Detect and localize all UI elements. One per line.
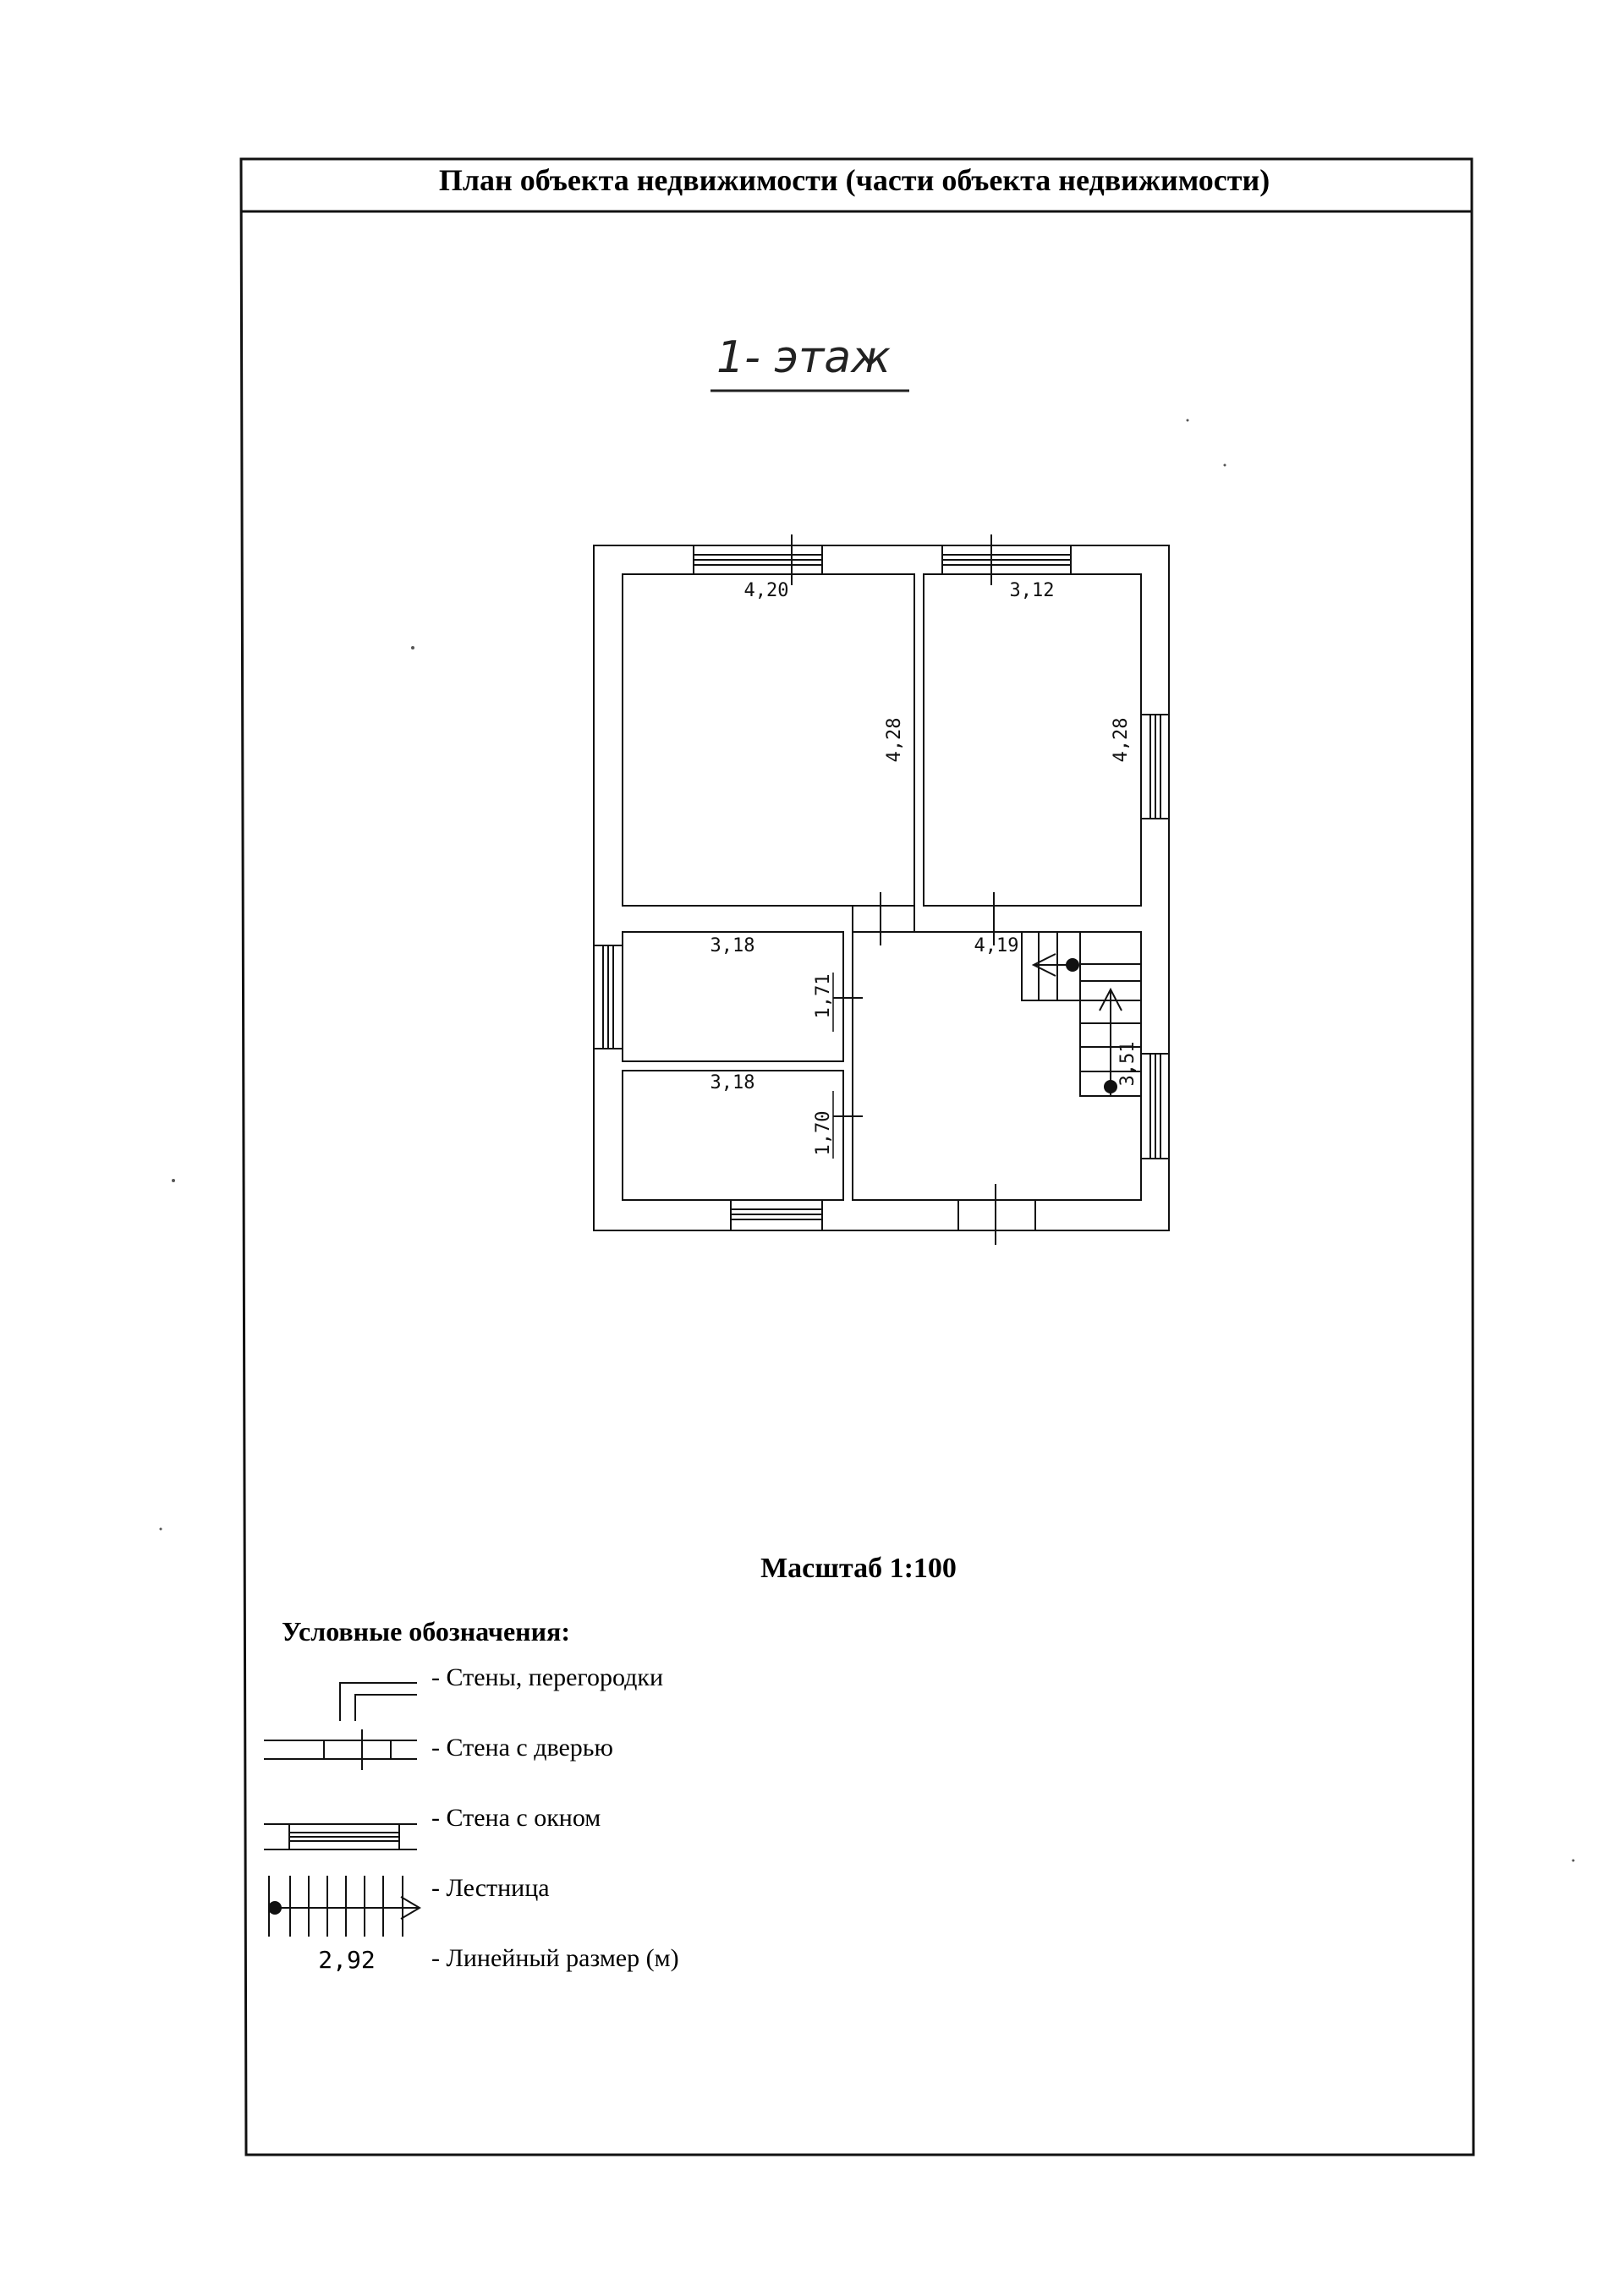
- window-right-lower: [1141, 1054, 1169, 1159]
- dim-room-d-height: 1,70: [813, 1110, 834, 1156]
- dim-room-c-height: 1,71: [813, 973, 834, 1019]
- window-left: [594, 945, 623, 1049]
- wall-symbol: [340, 1683, 417, 1721]
- floor-plan: [594, 534, 1169, 1245]
- dim-room-d-width: 3,18: [710, 1072, 755, 1093]
- room-b: [924, 574, 1141, 906]
- legend: [264, 1616, 679, 1974]
- page-frame: [241, 159, 1473, 2155]
- legend-item-door: - Стена с дверью: [431, 1734, 613, 1762]
- door-hall-to-room-a: [853, 892, 914, 945]
- window-bottom: [731, 1200, 822, 1230]
- room-a: [623, 574, 914, 906]
- legend-item-dimension: - Линейный размер (м): [431, 1944, 679, 1972]
- window-top-left: [694, 534, 822, 585]
- dim-room-a-width: 4,20: [743, 580, 789, 601]
- legend-item-stairs: - Лестница: [431, 1874, 550, 1902]
- stairs-symbol: [268, 1876, 420, 1937]
- entrance-door: [958, 1184, 1035, 1245]
- door-symbol: [264, 1729, 417, 1770]
- legend-item-wall: - Стены, перегородки: [431, 1663, 664, 1691]
- scale-label: Масштаб 1:100: [760, 1553, 957, 1584]
- dim-room-b-height: 4,28: [1111, 717, 1132, 763]
- dim-hall-width: 4,19: [974, 935, 1019, 956]
- dim-room-b-width: 3,12: [1009, 580, 1055, 601]
- floor-label-text: 1- этаж: [716, 332, 891, 383]
- legend-heading: Условные обозначения:: [282, 1616, 570, 1647]
- legend-item-window: - Стена с окном: [431, 1804, 601, 1832]
- dim-room-c-width: 3,18: [710, 935, 755, 956]
- window-top-right: [942, 534, 1071, 585]
- dim-room-a-height: 4,28: [884, 717, 905, 763]
- dimension-symbol: 2,92: [318, 1946, 376, 1974]
- dim-hall-height: 3,51: [1117, 1041, 1138, 1087]
- window-symbol: [264, 1824, 417, 1849]
- hall: [853, 932, 1141, 1200]
- document-title: План объекта недвижимости (части объекта недвижимости): [438, 163, 1270, 197]
- floor-label: [710, 332, 909, 391]
- outer-wall: [594, 545, 1169, 1230]
- window-right-upper: [1141, 715, 1169, 819]
